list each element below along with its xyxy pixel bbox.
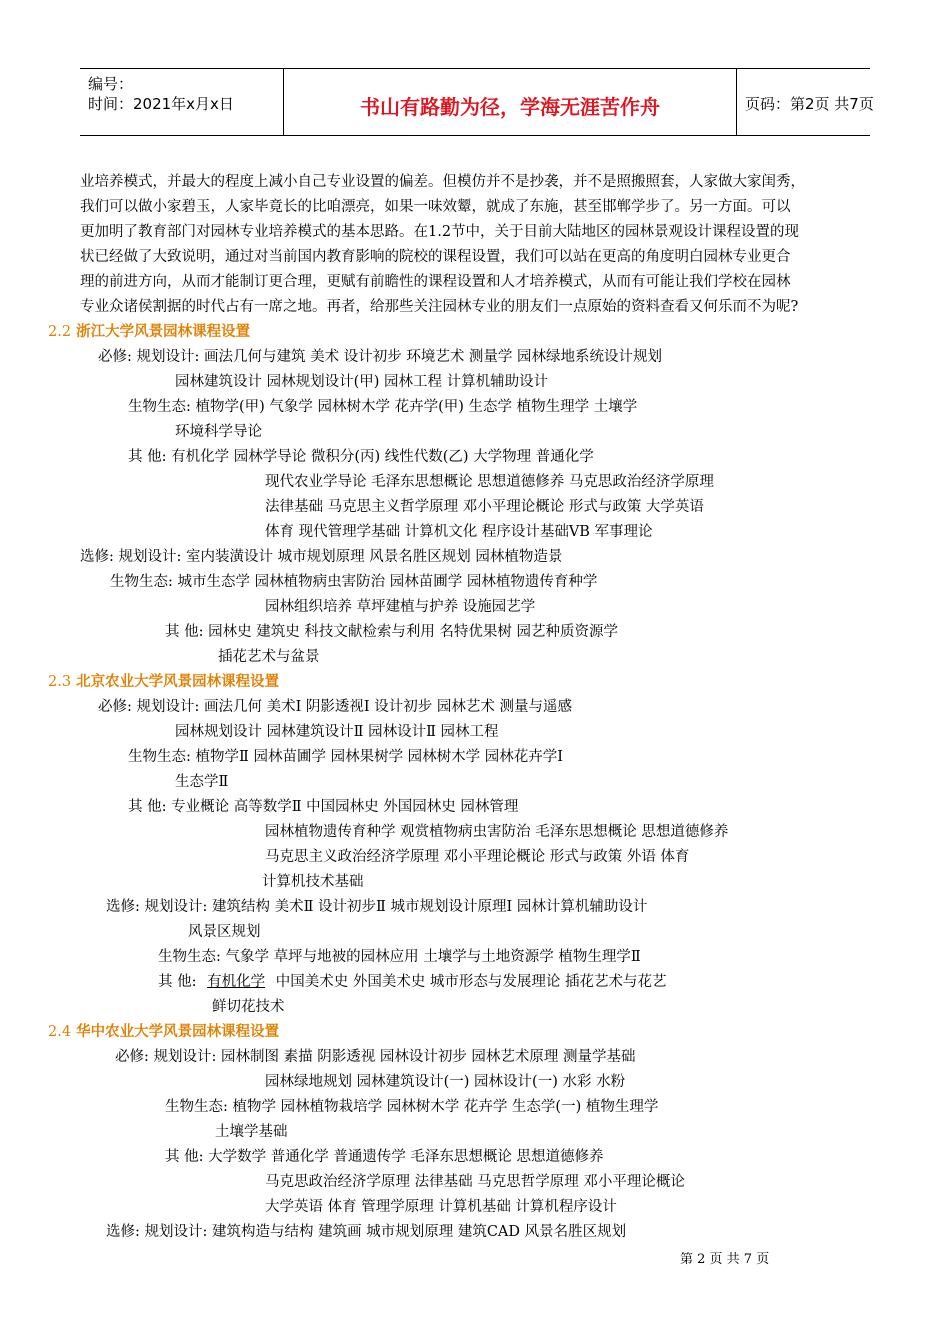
course-line: 生物生态: 植物学(甲) 气象学 园林树木学 花卉学(甲) 生态学 植物生理学 土壤学 bbox=[128, 399, 638, 415]
intro-line: 我们可以做小家碧玉，人家毕竟长的比咱漂亮，如果一味效颦，就成了东施，甚至邯郸学步了。另一方面。可以 bbox=[80, 199, 791, 215]
intro-line: 更加明了教育部门对园林专业培养模式的基本思路。在1.2节中，关于目前大陆地区的园林景观设计课程设置的现 bbox=[80, 224, 800, 240]
course-line: 插花艺术与盆景 bbox=[218, 649, 320, 665]
section-number: 2.3 bbox=[48, 674, 72, 690]
course-line: 鲜切花技术 bbox=[212, 999, 285, 1015]
course-underlined: 有机化学 bbox=[207, 974, 266, 990]
intro-line: 状已经做了大致说明，通过对当前国内教育影响的院校的课程设置，我们可以站在更高的角度明白园林专业更合 bbox=[80, 249, 791, 265]
section-heading bbox=[48, 670, 279, 691]
header-page-number: 页码：第2页 共7页 bbox=[745, 95, 874, 113]
course-line: 体育 现代管理学基础 计算机文化 程序设计基础VB 军事理论 bbox=[265, 524, 653, 540]
course-line: 园林植物遗传育种学 观赏植物病虫害防治 毛泽东思想概论 思想道德修养 bbox=[265, 824, 729, 840]
intro-line: 理的前进方向，从而才能制订更合理，更赋有前瞻性的课程设置和人才培养模式，从而有可能让我们学校在园林 bbox=[80, 274, 791, 290]
course-line: 计算机技术基础 bbox=[262, 874, 364, 890]
header-motto: 书山有路勤为径，学海无涯苦作舟 bbox=[360, 95, 660, 119]
header-motto-cell bbox=[284, 69, 737, 135]
course-line: 环境科学导论 bbox=[175, 424, 262, 440]
section-number: 2.2 bbox=[48, 324, 72, 340]
course-line: 其 他: 园林史 建筑史 科技文献检索与利用 名特优果树 园艺种质资源学 bbox=[165, 624, 619, 640]
intro-line: 专业众诸侯割据的时代占有一席之地。再者，给那些关注园林专业的朋友们一点原始的资料查看又何乐而不为呢? bbox=[80, 299, 799, 315]
section-heading bbox=[48, 320, 250, 341]
section-number: 2.4 bbox=[48, 1024, 72, 1040]
section-title: 华中农业大学风景园林课程设置 bbox=[76, 1023, 280, 1040]
course-line: 现代农业学导论 毛泽东思想概论 思想道德修养 马克思政治经济学原理 bbox=[265, 474, 714, 490]
course-line: 必修: 规划设计: 园林制图 素描 阴影透视 园林设计初步 园林艺术原理 测量学基础 bbox=[115, 1049, 636, 1065]
section-title: 北京农业大学风景园林课程设置 bbox=[76, 673, 280, 690]
course-line: 其 他: 大学数学 普通化学 普通遗传学 毛泽东思想概论 思想道德修养 bbox=[165, 1149, 604, 1165]
course-line: 法律基础 马克思主义哲学原理 邓小平理论概论 形式与政策 大学英语 bbox=[265, 499, 704, 515]
course-line bbox=[158, 970, 667, 991]
course-line: 风景区规划 bbox=[188, 924, 261, 940]
section-heading bbox=[48, 1020, 279, 1041]
course-line: 园林组织培养 草坪建植与护养 设施园艺学 bbox=[265, 599, 536, 615]
course-line: 园林绿地规划 园林建筑设计(一) 园林设计(一) 水彩 水粉 bbox=[265, 1074, 626, 1090]
course-line: 选修: 规划设计: 建筑构造与结构 建筑画 城市规划原理 建筑CAD 风景名胜区规划 bbox=[106, 1224, 627, 1240]
course-line: 马克思政治经济学原理 法律基础 马克思哲学原理 邓小平理论概论 bbox=[265, 1174, 685, 1190]
course-list: 中国美术史 外国美术史 城市形态与发展理论 插花艺术与花艺 bbox=[275, 974, 667, 990]
course-line: 必修: 规划设计: 画法几何与建筑 美术 设计初步 环境艺术 测量学 园林绿地系统设计规划 bbox=[98, 349, 663, 365]
course-line: 大学英语 体育 管理学原理 计算机基础 计算机程序设计 bbox=[265, 1199, 617, 1215]
course-line: 马克思主义政治经济学原理 邓小平理论概论 形式与政策 外语 体育 bbox=[265, 849, 690, 865]
course-line: 其 他: 有机化学 园林学导论 微积分(丙) 线性代数(乙) 大学物理 普通化学 bbox=[128, 449, 594, 465]
course-line: 选修: 规划设计: 室内装潢设计 城市规划原理 风景名胜区规划 园林植物造景 bbox=[80, 549, 563, 565]
intro-line: 业培养模式，并最大的程度上减小自己专业设置的偏差。但模仿并不是抄袭，并不是照搬照套，人家做大家闺秀， bbox=[80, 174, 805, 190]
course-line: 生物生态: 植物学 园林植物栽培学 园林树木学 花卉学 生态学(一) 植物生理学 bbox=[165, 1099, 659, 1115]
page-header-table bbox=[80, 68, 874, 136]
course-line: 园林规划设计 园林建筑设计Ⅱ 园林设计Ⅱ 园林工程 bbox=[175, 724, 499, 740]
course-line: 生物生态: 植物学Ⅱ 园林苗圃学 园林果树学 园林树木学 园林花卉学Ⅰ bbox=[128, 749, 564, 765]
course-category-label: 其 他: bbox=[158, 974, 197, 990]
course-line: 土壤学基础 bbox=[215, 1124, 288, 1140]
page-footer: 第 2 页 共 7 页 bbox=[680, 1252, 770, 1267]
course-line: 园林建筑设计 园林规划设计(甲) 园林工程 计算机辅助设计 bbox=[175, 374, 549, 390]
course-line: 生物生态: 气象学 草坪与地被的园林应用 土壤学与土地资源学 植物生理学Ⅱ bbox=[158, 949, 641, 965]
header-info-cell bbox=[80, 69, 284, 135]
course-line: 其 他: 专业概论 高等数学Ⅱ 中国园林史 外国园林史 园林管理 bbox=[128, 799, 519, 815]
header-page-cell bbox=[737, 69, 874, 135]
course-line: 选修: 规划设计: 建筑结构 美术Ⅱ 设计初步Ⅱ 城市规划设计原理Ⅰ 园林计算机辅助设计 bbox=[106, 899, 648, 915]
document-time-label: 时间：2021年x月x日 bbox=[88, 95, 234, 113]
course-line: 生物生态: 城市生态学 园林植物病虫害防治 园林苗圃学 园林植物遗传育种学 bbox=[110, 574, 598, 590]
document-number-label: 编号： bbox=[88, 75, 134, 93]
course-line: 必修: 规划设计: 画法几何 美术Ⅰ 阴影透视Ⅰ 设计初步 园林艺术 测量与遥感 bbox=[98, 699, 572, 715]
section-title: 浙江大学风景园林课程设置 bbox=[76, 323, 251, 340]
course-line: 生态学Ⅱ bbox=[175, 774, 229, 790]
